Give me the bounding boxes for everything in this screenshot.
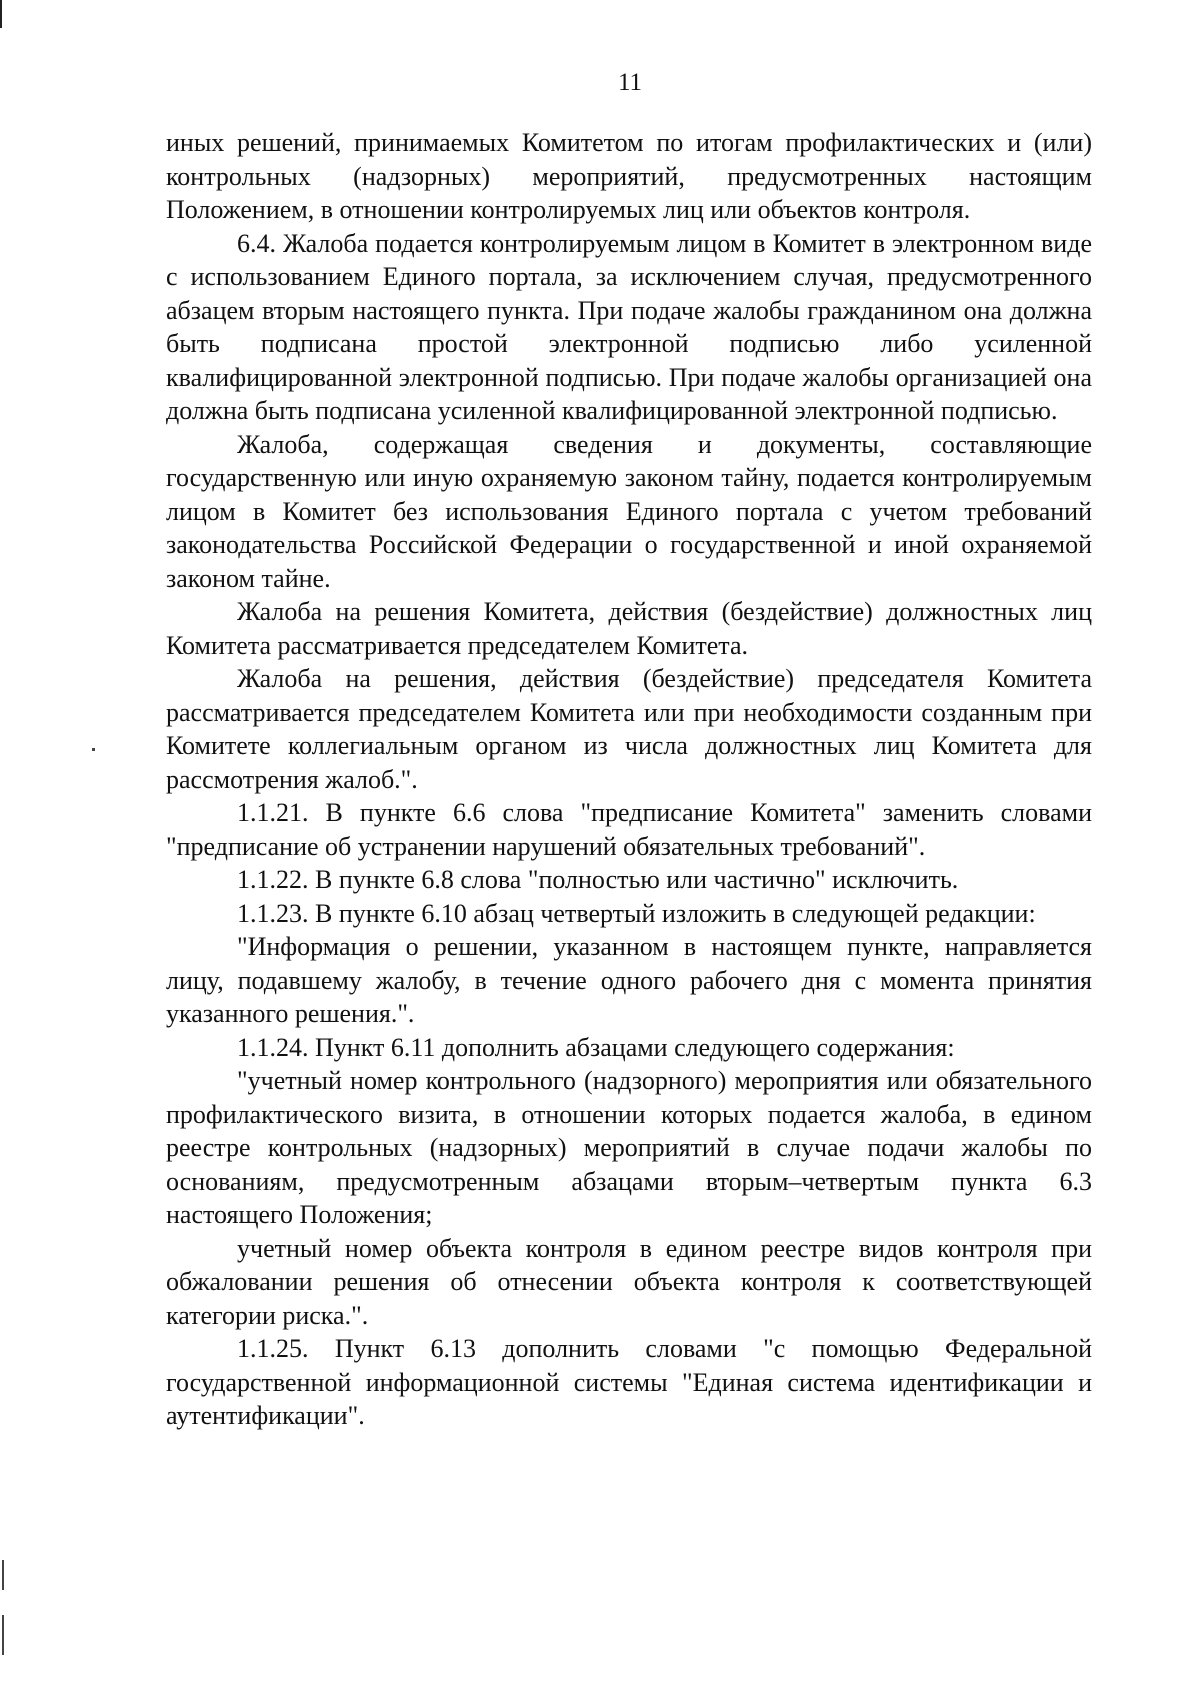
paragraph: 1.1.24. Пункт 6.11 дополнить абзацами следующего содержания: xyxy=(237,1032,955,1062)
paragraph: иных решений, принимаемых Комитетом по итогам профилактических и (или) контрольных (надзорных) мероприятий, предусмотренных настоящим Положением, в отношении контролируемых лиц или объектов контроля. xyxy=(166,128,1092,224)
paragraph: Жалоба на решения Комитета, действия (бездействие) должностных лиц Комитета рассматривается председателем Комитета. xyxy=(166,597,1092,660)
scan-speck xyxy=(2,1560,4,1590)
paragraph: 1.1.23. В пункте 6.10 абзац четвертый изложить в следующей редакции: xyxy=(237,898,1036,928)
paragraph: Жалоба на решения, действия (бездействие) председателя Комитета рассматривается председателем Комитета или при необходимости созданным при Комитете коллегиальным органом из числа должностных лиц Комитета для рассмотрения жалоб.". xyxy=(166,664,1092,794)
scan-speck xyxy=(92,748,95,751)
paragraph: 1.1.22. В пункте 6.8 слова "полностью или частично" исключить. xyxy=(237,865,959,894)
scan-edge-mark xyxy=(0,0,2,28)
scan-speck xyxy=(2,1615,4,1655)
paragraph: Жалоба, содержащая сведения и документы, составляющие государственную или иную охраняемую законом тайну, подается контролируемым лицом в Комитет без использования Единого портала с учетом требований законодательства Российской Федерации о государственной и иной охраняемой законом тайне. xyxy=(166,429,1092,593)
paragraph: 1.1.21. В пункте 6.6 слова "предписание Комитета" заменить словами "предписание об устранении нарушений обязательных требований". xyxy=(166,798,1092,861)
page-number: 11 xyxy=(617,69,643,96)
paragraph: 1.1.25. Пункт 6.13 дополнить словами "с помощью Федеральной государственной информационной системы "Единая система идентификации и аутентификации". xyxy=(166,1334,1092,1430)
paragraph: "учетный номер контрольного (надзорного) мероприятия или обязательного профилактического визита, в отношении которых подается жалоба, в едином реестре контрольных (надзорных) мероприятий в случае подачи жалобы по основаниям, предусмотренным абзацами вторым–четвертым пункта 6.3 настоящего Положения; xyxy=(166,1066,1092,1229)
paragraph: учетный номер объекта контроля в едином реестре видов контроля при обжаловании решения об отнесении объекта контроля к соответствующей категории риска.". xyxy=(166,1233,1092,1330)
paragraph: 6.4. Жалоба подается контролируемым лицом в Комитет в электронном виде с использованием Единого портала, за исключением случая, предусмотренного абзацем вторым настоящего пункта. При подаче жалобы гражданином она должна быть подписана простой электронной подписью либо усиленной квалифицированной электронной подписью. При подаче жалобы организацией она должна быть подписана усиленной квалифицированной электронной подписью. xyxy=(166,228,1092,425)
paragraph: "Информация о решении, указанном в настоящем пункте, направляется лицу, подавшему жалобу, в течение одного рабочего дня с момента принятия указанного решения.". xyxy=(166,932,1092,1028)
document-body xyxy=(166,126,1092,1433)
